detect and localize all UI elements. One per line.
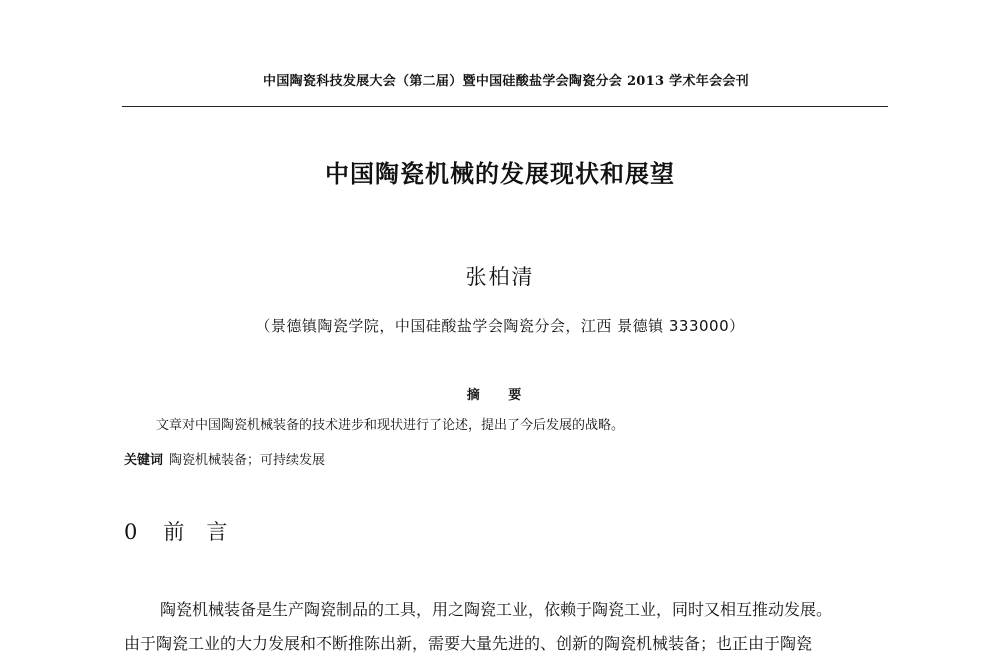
body-text-line: 由于陶瓷工业的大力发展和不断推陈出新，需要大量先进的、创新的陶瓷机械装备；也正由于陶瓷 xyxy=(124,634,813,653)
keywords-value: 陶瓷机械装备；可持续发展 xyxy=(169,453,326,468)
author-name: 张柏清 xyxy=(465,265,535,289)
section-number: 0 xyxy=(124,520,138,544)
author-affiliation: （景德镇陶瓷学院，中国硅酸盐学会陶瓷分会，江西 景德镇 333000） xyxy=(255,317,745,335)
running-header: 中国陶瓷科技发展大会（第二届）暨中国硅酸盐学会陶瓷分会 2013 学术年会会刊 xyxy=(263,74,749,89)
body-text-line: 陶瓷机械装备是生产陶瓷制品的工具，用之陶瓷工业，依赖于陶瓷工业，同时又相互推动发展。 xyxy=(160,600,833,619)
header-divider xyxy=(122,106,888,107)
abstract-heading: 摘 要 xyxy=(466,388,534,403)
section-title: 前言 xyxy=(163,520,250,544)
abstract-text: 文章对中国陶瓷机械装备的技术进步和现状进行了论述，提出了今后发展的战略。 xyxy=(156,418,625,433)
section-heading xyxy=(124,516,249,546)
keywords-label: 关键词 xyxy=(124,453,164,468)
keywords-line xyxy=(124,449,325,468)
paper-title: 中国陶瓷机械的发展现状和展望 xyxy=(325,160,675,188)
